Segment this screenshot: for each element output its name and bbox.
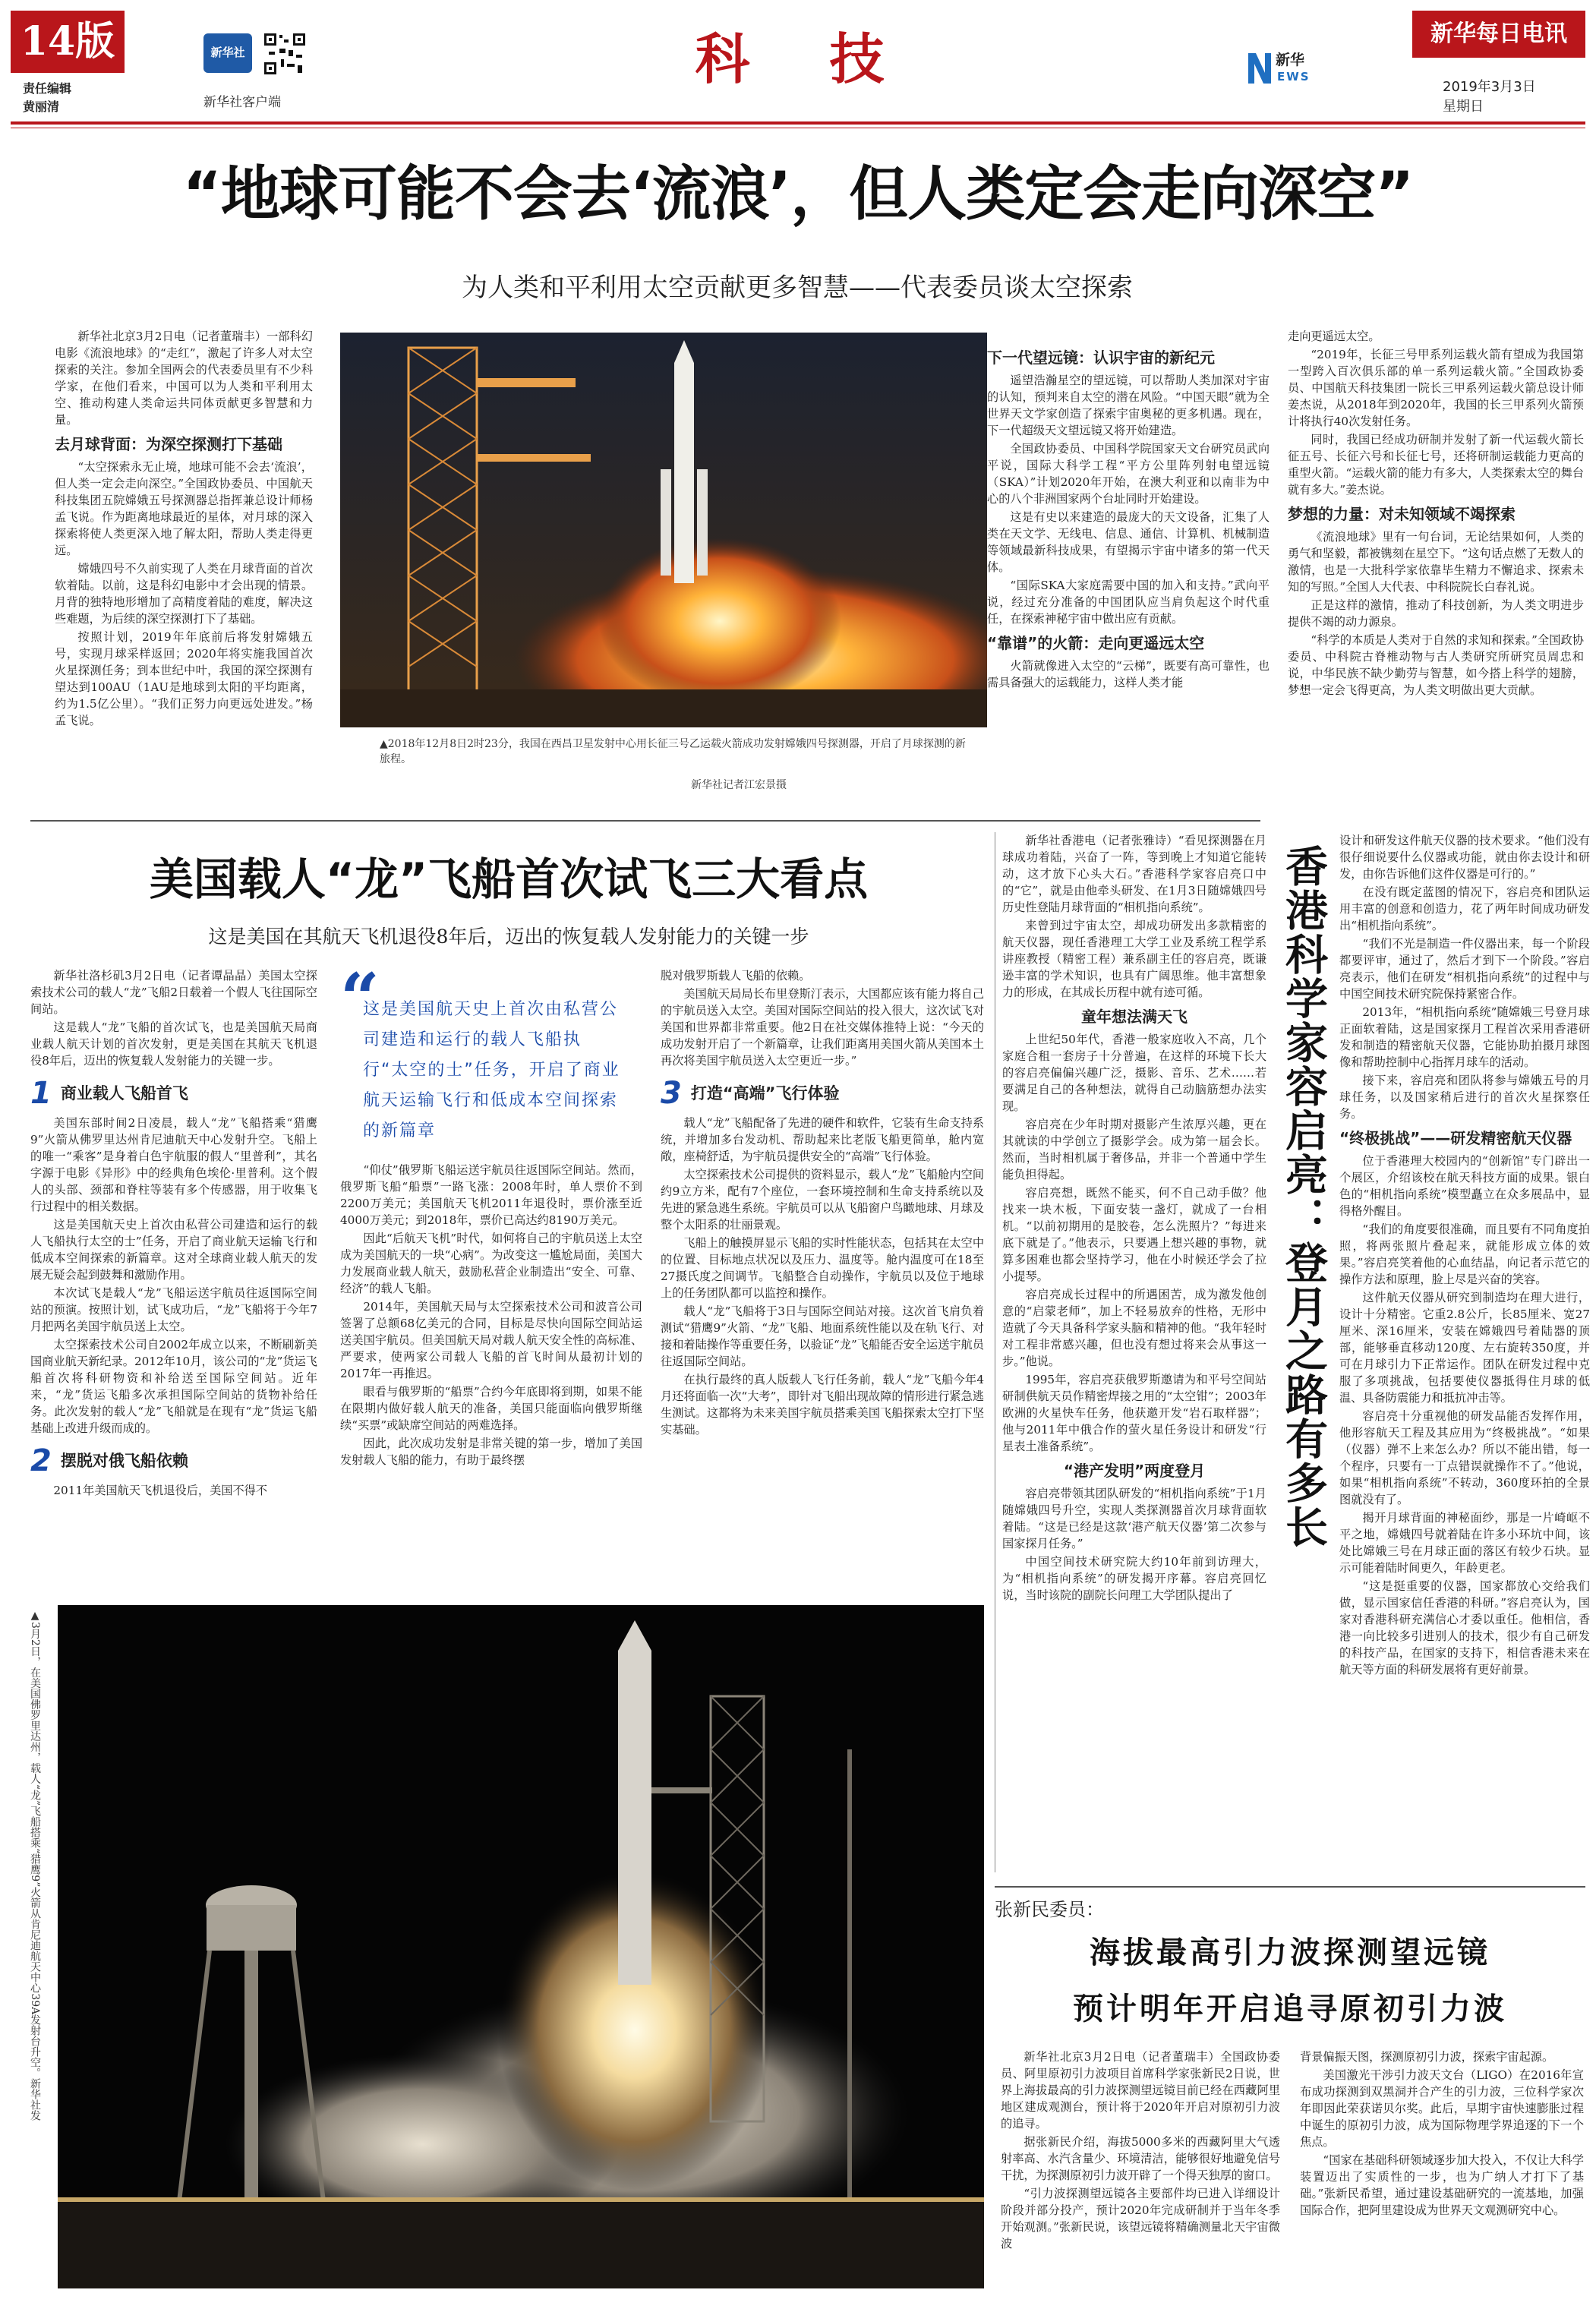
lead-intro: 新华社北京3月2日电（记者董瑞丰）一部科幻电影《流浪地球》的“走红”，激起了许多人对太空探索的关注。参加全国两会的代表委员里有不少科学家，在他们看来，中国可以为人类和平利用太空、推动构建人类命运共同体贡献更多智慧和力量。 — [55, 330, 313, 427]
dragon-subhead-1 — [30, 1078, 317, 1109]
lead-para: 正是这样的激情，推动了科技创新，为人类文明进步提供不竭的动力源泉。 — [1288, 598, 1584, 629]
gw-headline-1: 海拔最高引力波探测望远镜 — [1090, 1935, 1490, 1970]
dragon-col-3 — [661, 967, 984, 1593]
brand-logo-text: 新华 — [1276, 52, 1305, 68]
hk-para: 2013年，“相机指向系统”随嫦娥三号登月球正面软着陆，这是国家探月工程首次采用香港研发和制造的精密航天仪器，它能协助拍摄月球图像和帮助控制中心指挥月球车的活动。 — [1339, 1005, 1590, 1069]
gw-para: 新华社北京3月2日电（记者董瑞丰）全国政协委员、阿里原初引力波项目首席科学家张新民2日说，世界上海拔最高的引力波探测望远镜目前已经在西藏阿里地区建成观测台，预计将于2020年开启对原初引力波的追寻。 — [1001, 2050, 1280, 2131]
hk-para: 上世纪50年代，香港一般家庭收入不高，几个家庭合租一套房子十分普遍，在这样的环境下长大的容启亮偏偏兴趣广泛，摄影、音乐、艺术……若要满足自己的各种想法，就得自己动脑筋想办法实现。 — [1002, 1033, 1266, 1113]
lead-col-4 — [1288, 328, 1584, 806]
dragon-col-2 — [340, 1162, 642, 1593]
hk-col-1 — [1002, 832, 1266, 1874]
brand-logo-sub: EWS — [1277, 70, 1311, 84]
dragon-para: 美国东部时间2日凌晨，载人“龙”飞船搭乘“猎鹰9”火箭从佛罗里达州肯尼迪航天中心发射升空。飞船上的唯一“乘客”是身着白色宇航服的假人“里普利”，其名字源于电影《异形》中的经典角色埃伦·里普利。这个假人的头部、颈部和脊柱等装有多个传感器，用于收集飞行过程中的相关数据。 — [30, 1116, 317, 1213]
dragon-subhead-3 — [661, 1078, 984, 1109]
gw-kicker: 张新民委员： — [995, 1899, 1104, 1920]
dragon-subhead-3-number: 3 — [661, 1076, 682, 1111]
hk-para: 设计和研发这件航天仪器的技术要求。“他们没有很仔细说要什么仪器或功能，就由你去设计和研发，由你告诉他们这件仪器是可行的。” — [1339, 834, 1590, 881]
hk-para: 这件航天仪器从研究到制造均在理大进行，设计十分精密。它重2.8公斤，长85厘米、宽27厘米、深16厘米，安装在嫦娥四号着陆器的顶部，能够垂直移动120度、左右旋转350度，并可在月球引力下正常运作。团队在研发过程中克服了多项挑战，包括要使仪器抵得住月球的低温、具备防震能力和抵抗冲击等。 — [1339, 1291, 1590, 1405]
dragon-subheadline: 这是美国在其航天飞机退役8年后，迈出的恢复载人发射能力的关键一步 — [208, 926, 809, 948]
gw-para: 美国激光干涉引力波天文台（LIGO）在2016年宣布成功探测到双黑洞并合产生的引力波，三位科学家次年即因此荣获诺贝尔奖。此后，早期宇宙快速膨胀过程中诞生的原初引力波，成为国际物理学界追逐的下一个焦点。 — [1300, 2068, 1584, 2149]
lead-para: 同时，我国已经成功研制并发射了新一代运载火箭长征五号、长征六号和长征七号，还将研制运载能力更高的重型火箭。“运载火箭的能力有多大，人类探索太空的舞台就有多大。”姜杰说。 — [1288, 433, 1584, 497]
dragon-photo-caption: ▲3月2日，在美国佛罗里达州，载人“龙”飞船搭乘“猎鹰9”火箭从肯尼迪航天中心39A发射台升空。新华社发 — [29, 1610, 41, 2121]
dragon-para: 这是美国航天史上首次由私营公司建造和运行的载人飞船执行太空的士”任务，开启了商业航天运输飞行和低成本空间探索的新篇章。这对全球商业载人航天的发展无疑会起到鼓舞和激励作用。 — [30, 1218, 317, 1282]
issue-weekday: 星期日 — [1443, 99, 1484, 115]
dragon-para: 太空探索技术公司自2002年成立以来，不断刷新美国商业航天新纪录。2012年10月，该公司的“龙”货运飞船首次将科研物资和补给送至国际空间站。近年来，“龙”货运飞船多次承担国际空间站的货物补给任务。此次发射的载人“龙”飞船就是在现有“龙”货运飞船基础上改进升级而成的。 — [30, 1338, 317, 1435]
gw-col-1 — [1001, 2049, 1280, 2299]
lead-para: 按照计划，2019年年底前后将发射嫦娥五号，实现月球采样返回；2020年将实施我国首次火星探测任务；到本世纪中叶，我国的深空探测有望达到100AU（1AU是地球到太阳的平均距离，约为1.5亿公里）。“我们正努力向更远处进发。”杨孟飞说。 — [55, 630, 313, 727]
dragon-para: 太空探索技术公司提供的资料显示，载人“龙”飞船舱内空间约9立方米，配有7个座位，一套环境控制和生命支持系统以及先进的紧急逃生系统。宇航员可以从飞船窗户鸟瞰地球、月球及整个太阳系的壮丽景观。 — [661, 1168, 984, 1232]
dragon-photo-night-launch — [58, 1605, 984, 2288]
lead-headline: “地球可能不会去‘流浪’，但人类定会走向深空” — [182, 160, 1414, 229]
lead-bottom-rule — [30, 820, 1260, 822]
dragon-para: “仰仗”俄罗斯飞船运送宇航员往返国际空间站。然而，俄罗斯飞船“船票”一路飞涨：2008年时，单人票价不到2200万美元；美国航天飞机2011年退役时，票价涨至近4000万美元；到2018年，票价已高达约8190万美元。 — [340, 1163, 642, 1227]
gw-headline-2: 预计明年开启追寻原初引力波 — [1073, 1992, 1507, 2027]
lead-subheadline: 为人类和平利用太空贡献更多智慧——代表委员谈太空探索 — [462, 273, 1133, 303]
hk-para: 容启亮十分重视他的研发品能否发挥作用，他形容航天工程及其应用为“终极挑战”。“如果（仪器）弹不上来怎么办？所以不能出错，每一个程序，只要有一丁点错误就操作不了。”他说，如果“相机指向系统”不转动，360度环拍的全景图就没有了。 — [1339, 1409, 1590, 1506]
lead-photo-credit: 新华社记者江宏景摄 — [691, 779, 787, 791]
paper-name: 新华每日电讯 — [1430, 21, 1567, 47]
gw-para: 背景偏振天图，探测原初引力波，探索宇宙起源。 — [1300, 2050, 1554, 2064]
lead-para: 嫦娥四号不久前实现了人类在月球背面的首次软着陆。以前，这是科幻电影中才会出现的情景。月背的独特地形增加了高精度着陆的难度，解决这些难题，为后续的深空探测打下了基础。 — [55, 562, 313, 626]
hk-para: 容启亮带领其团队研发的“相机指向系统”于1月随嫦娥四号升空，实现人类探测器首次月球背面软着陆。“这是已经是这款‘港产航天仪器’第二次参与国家探月任务。” — [1002, 1487, 1266, 1550]
qr-code-icon — [263, 32, 307, 76]
gw-col-2 — [1300, 2049, 1584, 2299]
lead-para: 《流浪地球》里有一句台词，无论结果如何，人类的勇气和坚毅，都被镌刻在星空下。“这句话点燃了无数人的激情，也是一大批科学家依靠毕生精力不懈追求、探索未知的写照。”全国人大代表、中科院院长白春礼说。 — [1288, 530, 1584, 594]
lead-col-3 — [987, 349, 1270, 806]
dragon-para: 因此“后航天飞机”时代，如何将自己的宇航员送上太空成为美国航天的一块“心病”。为改变这一尴尬局面，美国大力发展商业载人航天，鼓励私营企业制造出“安全、可靠、经济”的载人飞船。 — [340, 1232, 642, 1295]
hk-col-2 — [1339, 832, 1590, 1874]
dragon-subhead-3-text: 打造“高端”飞行体验 — [690, 1084, 840, 1102]
dragon-para: 载人“龙”飞船将于3日与国际空间站对接。这次首飞肩负着测试“猎鹰9”火箭、“龙”飞船、地面系统性能以及在轨飞行、对接和着陆操作等重要任务，以验证“龙”飞船能否安全运送宇航员往返国际空间站。 — [661, 1304, 984, 1368]
lead-para: “国际SKA大家庭需要中国的加入和支持。”武向平说，经过充分准备的中国团队应当肩负起这个时代重任，在探索神秘宇宙中做出应有贡献。 — [987, 579, 1270, 626]
masthead-rule — [11, 121, 1585, 125]
dragon-para: 因此，此次成功发射是非常关键的第一步，增加了美国发射载人飞船的能力，有助于最终摆 — [340, 1437, 642, 1467]
dragon-subhead-2 — [30, 1443, 317, 1478]
gw-para: “引力波探测望远镜各主要部件均已进入详细设计阶段并部分投产，预计2020年完成研制并于当年冬季开始观测。”张新民说，该望远镜将精确测量北天宇宙微波 — [1001, 2187, 1280, 2250]
lead-subhead-2: 下一代望远镜：认识宇宙的新纪元 — [987, 349, 1215, 367]
dragon-subhead-2-text: 摆脱对俄飞船依赖 — [60, 1452, 188, 1470]
dragon-para: 在执行最终的真人版载人飞行任务前，载人“龙”飞船今年4月还将面临一次“大考”，即针对飞船出现故障的情形进行紧急逃生测试。这都将为未来美国宇航员搭乘美国飞船探索太空打下坚实基础。 — [661, 1373, 984, 1437]
dragon-para: 美国航天局局长布里登斯汀表示，大国都应该有能力将自己的宇航员送入太空。美国对国际空间站的投入很大，这次试飞对美国和世界都非常重要。他2日在社交媒体推特上说：“今天的成功发射开启了一个新篇章，让我们距离用美国火箭从美国本土再次将美国宇航员送入太空更近一步。” — [661, 987, 984, 1068]
hk-para: “我们的角度要很准确，而且要有不同角度拍照，将两张照片叠起来，就能形成立体的效果。”容启亮笑着他的心血结晶，向记者示范它的操作方法和原理，脸上尽是兴奋的笑容。 — [1339, 1222, 1590, 1286]
section-title: 科 技 — [695, 27, 915, 91]
hk-para: 揭开月球背面的神秘面纱，那是一片崎岖不平之地，嫦娥四号就着陆在许多小环坑中间，该处比嫦娥三号在月球正面的落区有较少石块。显示可能着陆时间更久，年龄更老。 — [1339, 1511, 1590, 1575]
hk-para: 新华社香港电（记者张雅诗）“看见探测器在月球成功着陆，兴奋了一阵，等到晚上才知道它能转动，这才放下心头大石。”香港科学家容启亮口中的“它”，就是由他牵头研发、在1月3日随嫦娥四号历史性登陆月球背面的“相机指向系统”。 — [1002, 834, 1266, 914]
dragon-headline: 美国载人“龙”飞船首次试飞三大看点 — [149, 853, 869, 905]
lead-para: “太空探索永无止境，地球可能不会去‘流浪’，但人类一定会走向深空。”全国政协委员、中国航天科技集团五院嫦娥五号探测器总指挥兼总设计师杨孟飞说。作为距离地球最近的星体，对月球的深入探索将使人类更深入地了解太阳，帮助人类走得更远。 — [55, 460, 313, 557]
dragon-para: 2011年美国航天飞机退役后，美国不得不 — [53, 1484, 268, 1497]
hk-para: 容启亮在少年时期对摄影产生浓厚兴趣，更在其就读的中学创立了摄影学会。成为第一届会长。然而，当时相机属于奢侈品，并非一个普通中学生能负担得起。 — [1002, 1118, 1266, 1181]
gw-top-rule — [995, 1886, 1585, 1888]
dragon-para: 眼看与俄罗斯的“船票”合约今年底即将到期，如果不能在限期内做好载人航天的准备，美国只能面临向俄罗斯继续“买票”或缺席空间站的两难选择。 — [340, 1385, 642, 1432]
dragon-para: 这是载人“龙”飞船的首次试飞，也是美国航天局商业载人航天计划的首次发射，更是美国在其航天飞机退役8年后，迈出的恢复载人发射能力的关键一步。 — [30, 1020, 317, 1068]
lead-para: 走向更遥远太空。 — [1288, 330, 1380, 343]
dragon-para: 脱对俄罗斯载人飞船的依赖。 — [661, 969, 811, 983]
editor-role: 责任编辑 — [23, 81, 72, 96]
hk-para: 接下来，容启亮和团队将参与嫦娥五号的月球任务，以及国家稍后进行的首次火星探察任务。 — [1339, 1074, 1590, 1121]
lead-para: 火箭就像进入太空的“云梯”，既要有高可靠性，也需具备强大的运载能力，这样人类才能 — [987, 659, 1270, 689]
dragon-subhead-1-number: 1 — [30, 1076, 52, 1111]
lead-para: 全国政协委员、中国科学院国家天文台研究员武向平说，国际大科学工程“平方公里阵列射电望远镜（SKA）”计划2020年开始，在澳大利亚和以南非为中心的八个非洲国家两个台址同时开始建设。 — [987, 442, 1270, 506]
hk-para: 在没有既定蓝图的情况下，容启亮和团队运用丰富的创意和创造力，花了两年时间成功研发出“相机指向系统”。 — [1339, 885, 1590, 932]
hk-para: 来曾到过宇宙太空，却成功研发出多款精密的航天仪器，现任香港理工大学工业及系统工程学系讲座教授（精密工程）兼系副主任的容启亮，既谦逊丰富的学术知识，也具有广阔思维。他丰富想象力的形成，在其成长历程中就有迹可循。 — [1002, 919, 1266, 999]
hk-para: 中国空间技术研究院大约10年前到访理大，为“相机指向系统”的研发揭开序幕。容启亮回忆说，当时该院的副院长问理工大学团队提出了 — [1002, 1555, 1266, 1602]
hk-subhead-2: “港产发明”两度登月 — [1063, 1462, 1206, 1480]
gw-para: “国家在基础科研领域逐步加大投入，不仅让大科学装置迈出了实质性的一步，也为广纳人才打下了基础。”张新民希望，通过建设基础研究的一流基地，加强国际合作，把阿里建设成为世界天文观测研究中心。 — [1300, 2153, 1584, 2217]
lead-para: “2019年，长征三号甲系列运载火箭有望成为我国第一型跨入百次俱乐部的单一系列运载火箭。”全国政协委员、中国航天科技集团一院长三甲系列运载火箭总设计师姜杰说，从2018年到2020年，我国的长三甲系列火箭预计将执行40次发射任务。 — [1288, 348, 1584, 428]
hk-para: 容启亮想，既然不能买，何不自己动手做？他找来一块木板，下面安装一盏灯，就成了一台相机。“以前初期用的是胶卷，怎么洗照片？”每进来底下就是了。”他表示，只要遇上想兴趣的事物，就算多困难也都会坚持学习，他在小时候还学会了拉小提琴。 — [1002, 1186, 1266, 1283]
pullquote-mark-icon: “ — [340, 958, 380, 1039]
dragon-para: 飞船上的触摸屏显示飞船的实时性能状态，包括其在太空中的位置、目标地点状况以及压力、温度等。舱内温度可在18至27摄氏度之间调节。飞船整合自动操作，宇航员以及位于地球上的任务团队都可以监控和操作。 — [661, 1236, 984, 1300]
lead-subhead-4: 梦想的力量：对未知领域不竭探索 — [1288, 505, 1516, 523]
dragon-subhead-2-number: 2 — [30, 1443, 52, 1478]
dragon-para: 2014年，美国航天局与太空探索技术公司和波音公司签署了总额68亿美元的合同，目标是尽快向国际空间站运送美国宇航员。但美国航天局对载人航天安全性的高标准、严要求，使两家公司载人飞船的首飞时间从最初计划的2017年一再推迟。 — [340, 1300, 642, 1380]
hk-para: 位于香港理大校园内的“创新馆”专门辟出一个展区，介绍该校在航天科技方面的成果。银白色的“相机指向系统”模型矗立在众多展品中，显得格外醒目。 — [1339, 1154, 1590, 1218]
dragon-col-1 — [30, 967, 317, 1593]
lead-photo-caption: ▲2018年12月8日2时23分，我国在西昌卫星发射中心用长征三号乙运载火箭成功发射嫦娥四号探测器，开启了月球探测的新旅程。 — [380, 738, 966, 765]
issue-date: 2019年3月3日 — [1443, 79, 1536, 95]
hk-para: “我们不光是制造一件仪器出来，每一个阶段都要评审，通过了，然后才到下一个阶段。”容启亮表示，他们在研发“相机指向系统”的过程中与中国空间技术研究院保持紧密合作。 — [1339, 937, 1590, 1001]
lead-para: 这是有史以来建造的最庞大的天文设备，汇集了人类在天文学、无线电、信息、通信、计算机、机械制造等领域最新科技成果，有望揭示宇宙中诸多的第一代天体。 — [987, 510, 1270, 574]
lead-photo-rocket-launch — [340, 333, 987, 727]
xinhua-logo-text: 新华社 — [210, 46, 245, 59]
gw-para: 据张新民介绍，海拔5000多米的西藏阿里大气透射率高、水汽含量少、环境清洁，能够很好地避免信号干扰，为探测原初引力波开辟了一个得天独厚的窗口。 — [1001, 2135, 1280, 2182]
editor-name: 黄丽清 — [23, 99, 60, 114]
lead-para: “科学的本质是人类对于自然的求知和探索。”全国政协委员、中科院古脊椎动物与古人类研究所研究员周忠和说，中华民族不缺少勤劳与智慧，如今搭上科学的翅膀，梦想一定会飞得更高，为人类文明做出更大贡献。 — [1288, 633, 1584, 697]
page-number: 14版 — [20, 18, 115, 65]
hk-para: 容启亮成长过程中的所遇困苦，成为激发他创意的“启蒙老师”，加上不轻易放弃的性格，无形中造就了今天具备科学家头脑和精神的他。“我年轻时对工程非常感兴趣，但也没有想过将来会从事这一步。”他说。 — [1002, 1288, 1266, 1368]
dragon-para: 载人“龙”飞船配备了先进的硬件和软件，它装有生命支持系统，并增加多台发动机、帮助起来比老版飞船更简单，舱内宽敞，座椅舒适，为宇航员提供安全的“高端”飞行体验。 — [661, 1116, 984, 1163]
dragon-subhead-1-text: 商业载人飞船首飞 — [60, 1084, 188, 1102]
dragon-para: 本次试飞是载人“龙”飞船运送宇航员往返国际空间站的预演。按照计划，试飞成功后，“龙”飞船将于今年7月把两名美国宇航员送上太空。 — [30, 1286, 317, 1333]
app-name: 新华社客户端 — [203, 95, 281, 110]
hk-headline: 香港科学家容启亮：登月之路有多长 — [1279, 844, 1328, 1549]
hk-subhead-1: 童年想法满天飞 — [1081, 1008, 1188, 1026]
hk-para: 1995年，容启亮获俄罗斯邀请为和平号空间站研制供航天员作精密焊接之用的“太空钳”；2003年欧洲的火星快车任务，他获邀开发“岩石取样器”；他与2011年中俄合作的萤火星任务设计和研发“行星表土准备系统”。 — [1002, 1373, 1266, 1453]
hk-subhead-3: “终极挑战”——研发精密航天仪器 — [1339, 1129, 1572, 1147]
lead-col-1 — [55, 328, 313, 806]
lead-subhead-1: 去月球背面：为深空探测打下基础 — [55, 435, 282, 453]
hk-para: “这是挺重要的仪器，国家都放心交给我们做，显示国家信任香港的科研。”容启亮认为，国家对香港科研充满信心才委以重任。他相信，香港一向比较多引进别人的技术，很少有自己研发的科技产品，在国家的支持下，相信香港未来在航天等方面的科研发展将有更好前景。 — [1339, 1579, 1590, 1676]
dragon-para: 新华社洛杉矶3月2日电（记者谭晶晶）美国太空探索技术公司的载人“龙”飞船2日载着一个假人飞往国际空间站。 — [30, 969, 317, 1016]
lead-para: 遥望浩瀚星空的望远镜，可以帮助人类加深对宇宙的认知，预判来自太空的潜在风险。“中国天眼”就为全世界天文学家创造了探索宇宙奥秘的更多机遇。现在，下一代超级天文望远镜又将开始建造。 — [987, 374, 1270, 437]
dragon-pullquote: 这是美国航天史上首次由私营公司建造和运行的载人飞船执行“太空的士”任务，开启了商业航天运输飞行和低成本空间探索的新篇章 — [363, 1000, 620, 1140]
lead-subhead-3: “靠谱”的火箭：走向更遥远太空 — [987, 634, 1205, 652]
